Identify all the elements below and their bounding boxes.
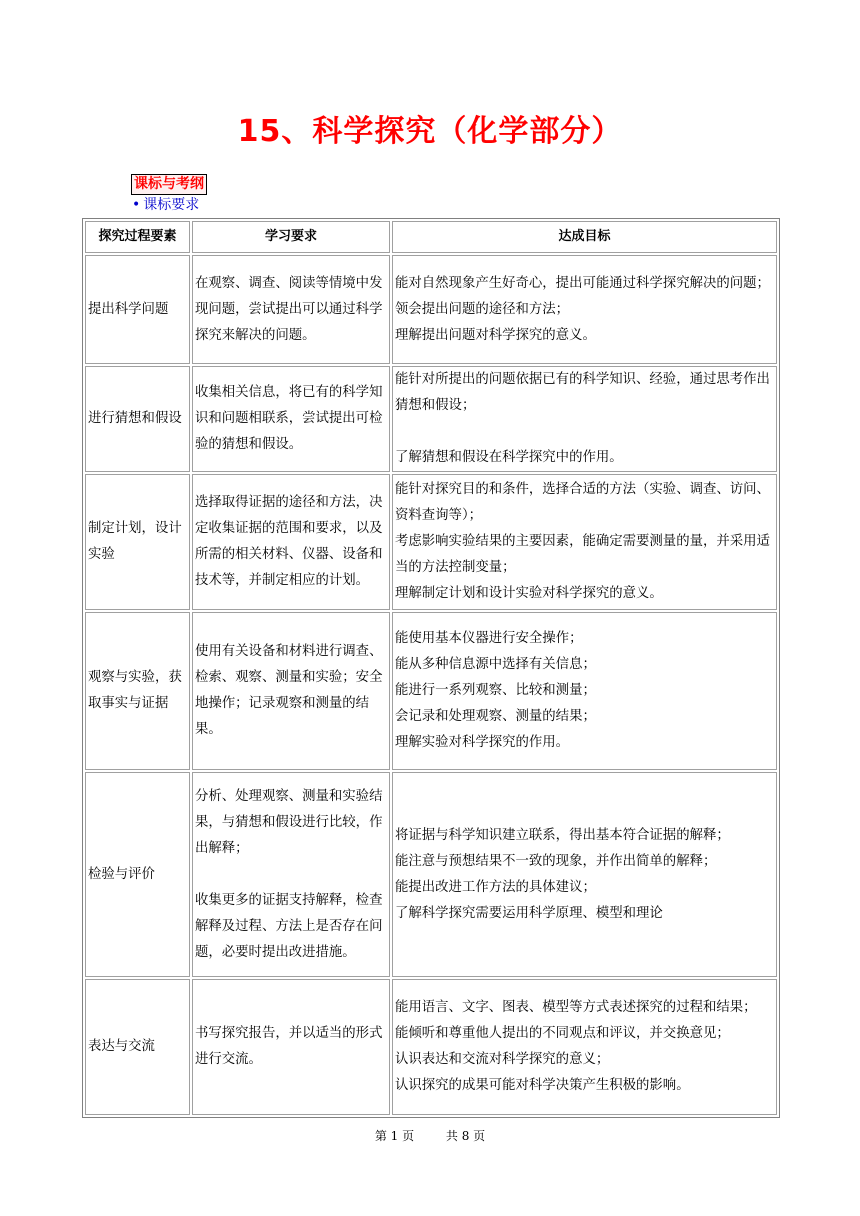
requirement-cell: 使用有关设备和材料进行调查、检索、观察、测量和实验；安全地操作；记录观察和测量的结果。 bbox=[192, 612, 390, 770]
table-row bbox=[85, 366, 777, 472]
goals-cell bbox=[392, 366, 777, 472]
page-number: 第 1 页 bbox=[374, 1129, 415, 1143]
element-cell: 表达与交流 bbox=[85, 979, 190, 1115]
page-title: 15、科学探究（化学部分） bbox=[237, 114, 623, 149]
element-cell: 进行猜想和假设 bbox=[85, 366, 190, 472]
requirement-cell: 书写探究报告，并以适当的形式进行交流。 bbox=[192, 979, 390, 1115]
spacer bbox=[195, 862, 387, 888]
goal-line: 认识表达和交流对科学探究的意义； bbox=[395, 1052, 610, 1067]
goals-cell bbox=[392, 474, 777, 610]
goal-line: 会记录和处理观察、测量的结果； bbox=[395, 709, 596, 724]
requirement-cell: 在观察、调查、阅读等情境中发现问题，尝试提出可以通过科学探究来解决的问题。 bbox=[192, 255, 390, 364]
standards-table bbox=[82, 218, 780, 1118]
goals-cell bbox=[392, 255, 777, 364]
header-requirement: 学习要求 bbox=[192, 221, 390, 253]
goal-line: 能提出改进工作方法的具体建议； bbox=[395, 879, 596, 895]
goal-line: 理解实验对科学探究的作用。 bbox=[395, 735, 570, 750]
section-badge: 课标与考纲 bbox=[131, 174, 207, 195]
subsection-heading bbox=[132, 197, 199, 214]
page-total: 共 8 页 bbox=[445, 1129, 486, 1143]
table-header-row bbox=[85, 221, 777, 253]
goal-line: 能使用基本仪器进行安全操作； bbox=[395, 631, 583, 646]
table-row bbox=[85, 612, 777, 770]
goal-line: 考虑影响实验结果的主要因素，能确定需要测量的量，并采用适当的方法控制变量； bbox=[395, 534, 770, 575]
element-cell: 观察与实验，获取事实与证据 bbox=[85, 612, 190, 770]
goal-line: 领会提出问题的途径和方法； bbox=[395, 301, 570, 317]
goal-line: 了解猜想和假设在科学探究中的作用。 bbox=[395, 450, 623, 465]
goal-line: 能从多种信息源中选择有关信息； bbox=[395, 657, 596, 672]
goal-line: 了解科学探究需要运用科学原理、模型和理论 bbox=[395, 905, 663, 921]
goal-line: 能倾听和尊重他人提出的不同观点和评议，并交换意见； bbox=[395, 1026, 730, 1041]
requirement-cell: 选择取得证据的途径和方法，决定收集证据的范围和要求，以及所需的相关材料、仪器、设备和技术等，并制定相应的计划。 bbox=[192, 474, 390, 610]
goal-line: 认识探究的成果可能对科学决策产生积极的影响。 bbox=[395, 1078, 690, 1093]
goal-line: 理解提出问题对科学探究的意义。 bbox=[395, 327, 596, 343]
page-footer bbox=[0, 1127, 860, 1144]
goal-line: 理解制定计划和设计实验对科学探究的意义。 bbox=[395, 586, 663, 601]
goals-cell bbox=[392, 772, 777, 977]
goal-line: 能针对所提出的问题依据已有的科学知识、经验，通过思考作出猜想和假设； bbox=[395, 372, 770, 413]
bullet-icon: • bbox=[132, 197, 141, 213]
element-cell: 制定计划，设计实验 bbox=[85, 474, 190, 610]
goal-line: 能对自然现象产生好奇心，提出可能通过科学探究解决的问题； bbox=[395, 275, 770, 291]
header-goals: 达成目标 bbox=[392, 221, 777, 253]
requirement-cell bbox=[192, 772, 390, 977]
header-element: 探究过程要素 bbox=[85, 221, 190, 253]
goal-line bbox=[395, 419, 774, 445]
requirement-part: 收集更多的证据支持解释，检查解释及过程、方法上是否存在问题，必要时提出改进措施。 bbox=[195, 892, 383, 960]
table-row bbox=[85, 979, 777, 1115]
requirement-cell: 收集相关信息，将已有的科学知识和问题相联系，尝试提出可检验的猜想和假设。 bbox=[192, 366, 390, 472]
table-row bbox=[85, 474, 777, 610]
requirement-part: 分析、处理观察、测量和实验结果，与猜想和假设进行比较，作出解释； bbox=[195, 788, 383, 856]
goal-line: 能用语言、文字、图表、模型等方式表述探究的过程和结果； bbox=[395, 1000, 757, 1015]
element-cell: 提出科学问题 bbox=[85, 255, 190, 364]
table-row bbox=[85, 255, 777, 364]
element-cell: 检验与评价 bbox=[85, 772, 190, 977]
goals-cell bbox=[392, 612, 777, 770]
goal-line: 将证据与科学知识建立联系，得出基本符合证据的解释； bbox=[395, 827, 730, 843]
goals-cell bbox=[392, 979, 777, 1115]
goal-line: 能针对探究目的和条件，选择合适的方法（实验、调查、访问、资料查询等）； bbox=[395, 482, 770, 523]
goal-line: 能注意与预想结果不一致的现象，并作出简单的解释； bbox=[395, 853, 717, 869]
table-row bbox=[85, 772, 777, 977]
subsection-label: 课标要求 bbox=[143, 197, 200, 213]
goal-line: 能进行一系列观察、比较和测量； bbox=[395, 683, 596, 698]
